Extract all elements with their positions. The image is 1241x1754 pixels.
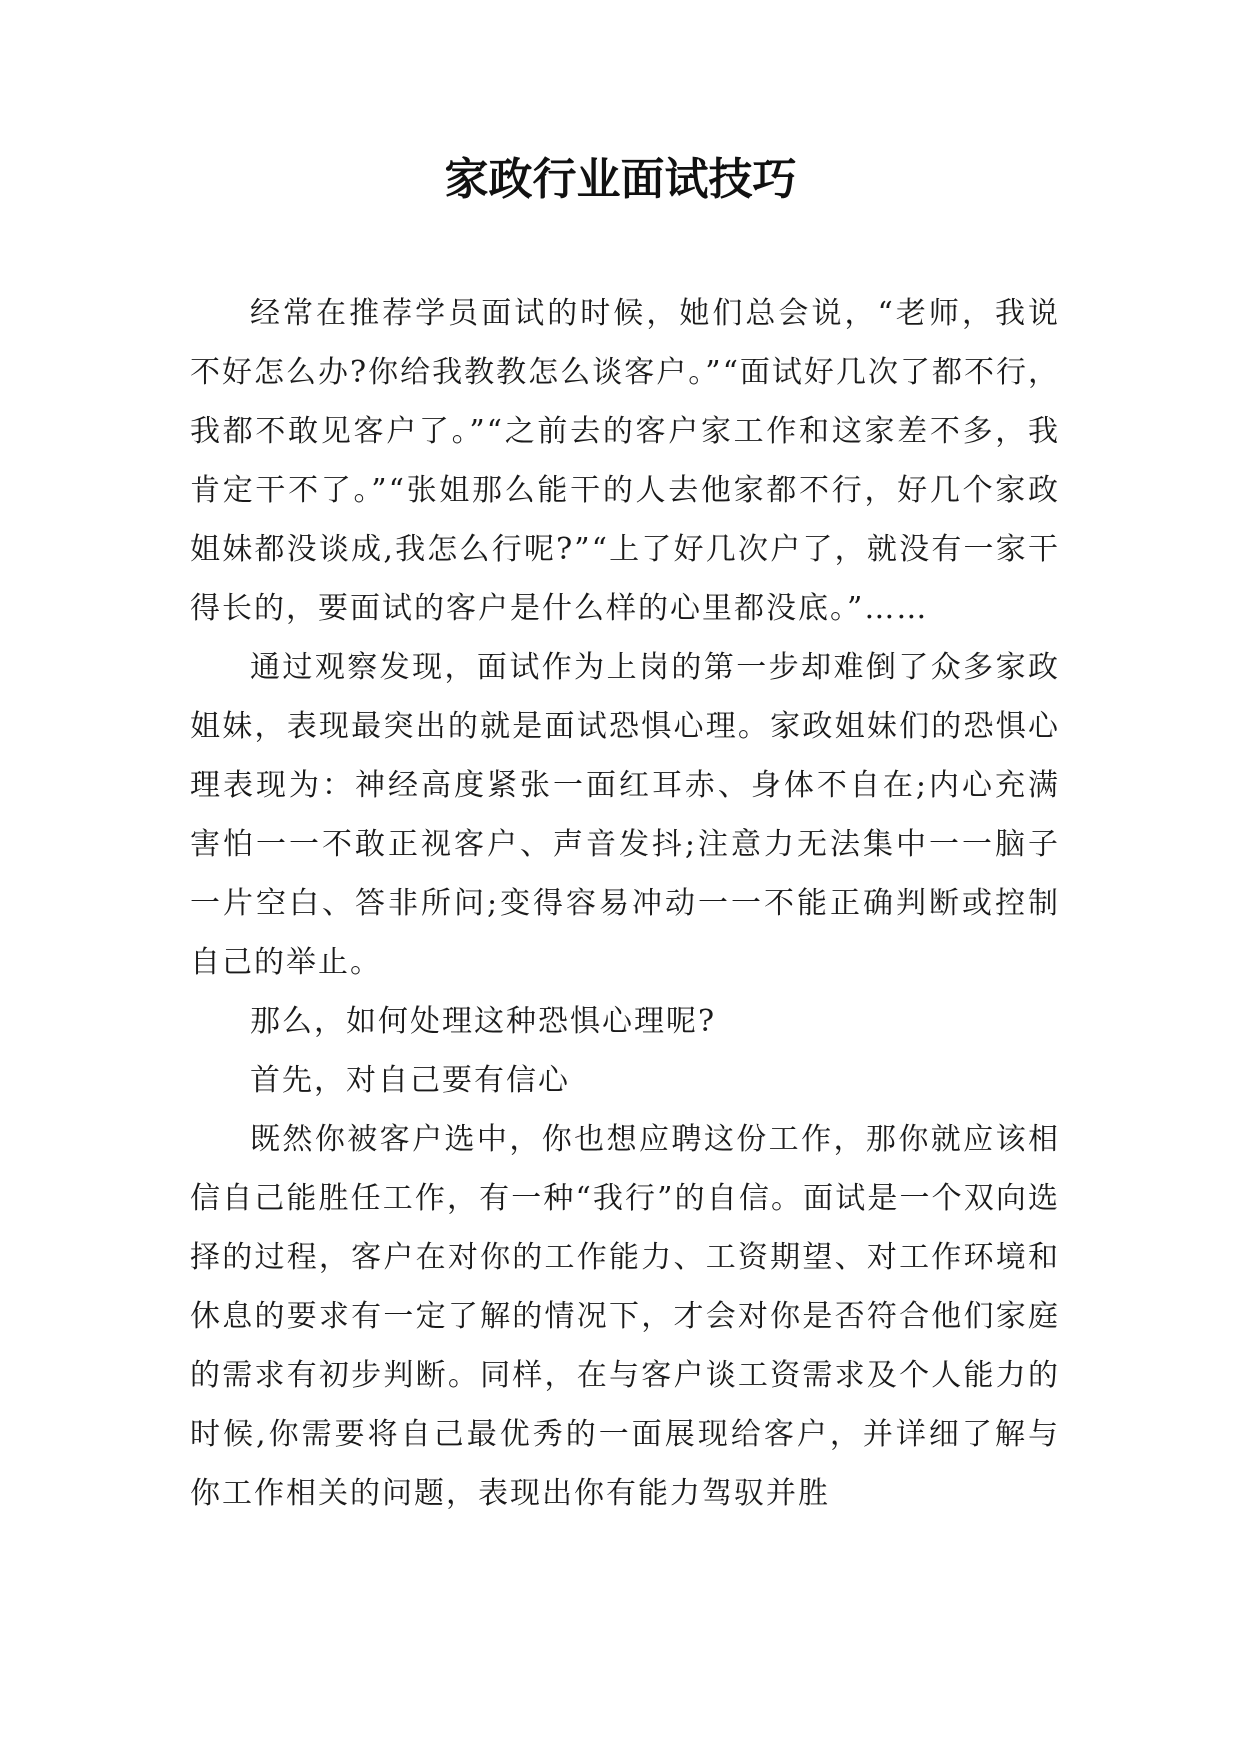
paragraph-observation: 通过观察发现，面试作为上岗的第一步却难倒了众多家政姐妹，表现最突出的就是面试恐惧心理。家政姐妹们的恐惧心理表现为：神经高度紧张一面红耳赤、身体不自在;内心充满害怕一一不敢正视客户、声音发抖;注意力无法集中一一脑子一片空白、答非所问;变得容易冲动一一不能正确判断或控制自己的举止。 [190, 650, 1060, 980]
paragraph-confidence: 既然你被客户选中，你也想应聘这份工作，那你就应该相信自己能胜任工作，有一种“我行”的自信。面试是一个双向选择的过程，客户在对你的工作能力、工资期望、对工作环境和休息的要求有一定了解的情况下，才会对你是否符合他们家庭的需求有初步判断。同样，在与客户谈工资需求及个人能力的时候,你需要将自己最优秀的一面展现给客户，并详细了解与你工作相关的问题，表现出你有能力驾驭并胜 [190, 1122, 1060, 1511]
paragraph-question: 那么，如何处理这种恐惧心理呢? [250, 1004, 717, 1039]
paragraph-intro: 经常在推荐学员面试的时候，她们总会说，“老师，我说不好怎么办?你给我教教怎么谈客户。”“面试好几次了都不行，我都不敢见客户了。”“之前去的客户家工作和这家差不多，我肯定干不了。”“张姐那么能干的人去他家都不行，好几个家政姐妹都没谈成,我怎么行呢?”“上了好几次户了，就没有一家干得长的，要面试的客户是什么样的心里都没底。”…… [190, 296, 1060, 626]
paragraph-heading-first: 首先，对自己要有信心 [250, 1063, 570, 1098]
document-body [190, 284, 1060, 1523]
document-title: 家政行业面试技巧 [444, 154, 797, 205]
